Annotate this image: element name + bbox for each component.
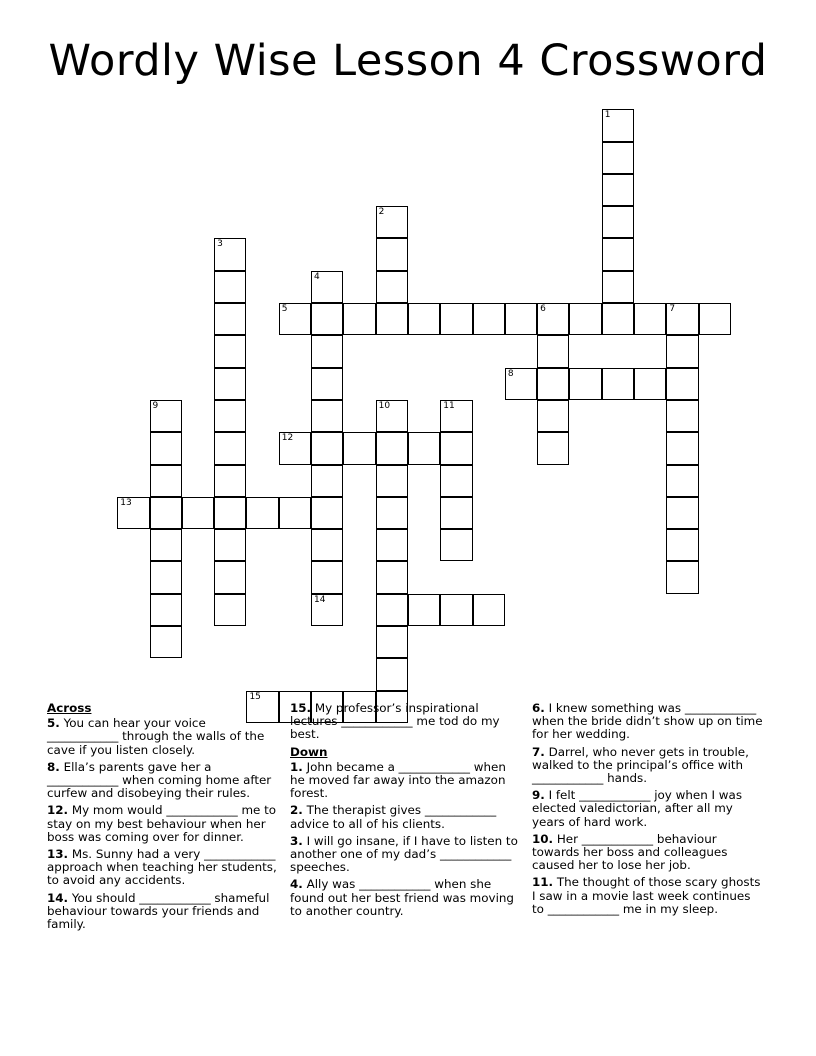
grid-cell[interactable] <box>473 303 505 335</box>
clue-number: 2. <box>290 803 303 818</box>
grid-cell[interactable] <box>343 432 375 464</box>
grid-cell[interactable] <box>408 303 440 335</box>
cell-number: 2 <box>378 207 385 218</box>
grid-cell[interactable] <box>214 303 246 335</box>
down-clue <box>290 804 522 830</box>
grid-cell[interactable] <box>311 400 343 432</box>
grid-cell[interactable] <box>440 594 472 626</box>
grid-cell[interactable] <box>214 368 246 400</box>
grid-cell[interactable] <box>699 303 731 335</box>
grid-cell[interactable] <box>150 400 182 432</box>
grid-cell[interactable] <box>343 303 375 335</box>
clue-text: Darrel, who never gets in trouble, walked to the principal’s office with ____________ hands. <box>532 744 749 786</box>
grid-cell[interactable] <box>182 497 214 529</box>
grid-cell[interactable] <box>214 561 246 593</box>
clue-text: My mom would ____________ me to stay on my best behaviour when her boss was coming over for dinner. <box>47 803 277 844</box>
clues-column-2 <box>290 702 522 922</box>
grid-cell[interactable] <box>440 400 472 432</box>
grid-cell[interactable] <box>150 561 182 593</box>
grid-cell[interactable] <box>376 497 408 529</box>
clue-text: John became a ____________ when he moved far away into the amazon forest. <box>290 759 506 801</box>
grid-cell[interactable] <box>376 400 408 432</box>
clues-column-3 <box>532 702 764 920</box>
grid-cell[interactable] <box>602 271 634 303</box>
grid-cell[interactable] <box>569 368 601 400</box>
across-clue <box>47 848 279 888</box>
grid-cell[interactable] <box>440 303 472 335</box>
grid-cell[interactable] <box>602 303 634 335</box>
grid-cell[interactable] <box>376 658 408 690</box>
grid-cell[interactable] <box>666 432 698 464</box>
grid-cell[interactable] <box>569 303 601 335</box>
cell-number: 15 <box>249 691 261 702</box>
grid-cell[interactable] <box>408 432 440 464</box>
grid-cell[interactable] <box>150 497 182 529</box>
grid-cell[interactable] <box>408 594 440 626</box>
down-clue <box>532 789 764 829</box>
grid-cell[interactable] <box>376 238 408 270</box>
clue-number: 6. <box>532 701 545 715</box>
grid-cell[interactable] <box>376 529 408 561</box>
grid-cell[interactable] <box>537 335 569 367</box>
grid-cell[interactable] <box>666 368 698 400</box>
grid-cell[interactable] <box>311 335 343 367</box>
down-clue <box>532 746 764 786</box>
grid-cell[interactable] <box>473 594 505 626</box>
clue-number: 4. <box>290 877 303 892</box>
grid-cell[interactable] <box>311 432 343 464</box>
grid-cell[interactable] <box>602 238 634 270</box>
clue-text: The thought of those scary ghosts I saw in a movie last week continues to ____________ me in my sleep. <box>532 875 761 916</box>
down-clue <box>290 878 522 918</box>
grid-cell[interactable] <box>666 303 698 335</box>
grid-cell[interactable] <box>214 594 246 626</box>
grid-cell[interactable] <box>440 497 472 529</box>
grid-cell[interactable] <box>666 400 698 432</box>
grid-cell[interactable] <box>279 497 311 529</box>
cell-number: 1 <box>604 110 611 121</box>
cell-number: 8 <box>507 368 514 379</box>
grid-cell[interactable] <box>214 271 246 303</box>
grid-cell[interactable] <box>505 368 537 400</box>
cell-number: 14 <box>314 594 326 605</box>
across-clue <box>47 892 279 932</box>
clue-text: Ms. Sunny had a very ____________ approach when teaching her students, to avoid any accidents. <box>47 847 277 888</box>
grid-cell[interactable] <box>214 497 246 529</box>
grid-cell[interactable] <box>214 335 246 367</box>
clue-text: My professor’s inspirational lectures ____________ me tod do my best. <box>290 701 500 742</box>
grid-cell[interactable] <box>279 432 311 464</box>
grid-cell[interactable] <box>311 271 343 303</box>
cell-number: 6 <box>540 304 546 315</box>
clue-text: I felt ____________ joy when I was elected valedictorian, after all my years of hard work. <box>532 788 743 829</box>
clue-number: 10. <box>532 831 554 846</box>
across-clue <box>47 761 279 801</box>
grid-cell[interactable] <box>440 432 472 464</box>
clue-text: The therapist gives ____________ advice to all of his clients. <box>290 803 497 831</box>
clues-column-1 <box>47 702 279 935</box>
grid-cell[interactable] <box>376 303 408 335</box>
down-clue <box>532 702 764 742</box>
grid-cell[interactable] <box>602 174 634 206</box>
cell-number: 4 <box>314 271 320 282</box>
down-clue <box>290 761 522 801</box>
grid-cell[interactable] <box>279 303 311 335</box>
clue-number: 8. <box>47 759 60 774</box>
grid-cell[interactable] <box>214 465 246 497</box>
grid-cell[interactable] <box>311 594 343 626</box>
clue-number: 12. <box>47 803 69 818</box>
cell-number: 7 <box>669 304 676 315</box>
grid-cell[interactable] <box>150 465 182 497</box>
clue-text: I knew something was ____________ when the bride didn’t show up on time for her wedding. <box>532 701 763 742</box>
clue-number: 14. <box>47 890 69 905</box>
grid-cell[interactable] <box>666 335 698 367</box>
grid-cell[interactable] <box>537 432 569 464</box>
grid-cell[interactable] <box>537 368 569 400</box>
grid-cell[interactable] <box>537 303 569 335</box>
grid-cell[interactable] <box>602 109 634 141</box>
grid-cell[interactable] <box>602 206 634 238</box>
cell-number: 13 <box>120 497 132 508</box>
grid-cell[interactable] <box>376 271 408 303</box>
grid-cell[interactable] <box>214 238 246 270</box>
grid-cell[interactable] <box>666 529 698 561</box>
grid-cell[interactable] <box>311 303 343 335</box>
grid-cell[interactable] <box>505 303 537 335</box>
down-heading: Down <box>290 744 328 759</box>
grid-cell[interactable] <box>214 432 246 464</box>
clue-text: You should ____________ shameful behaviour towards your friends and family. <box>47 890 270 932</box>
grid-cell[interactable] <box>440 465 472 497</box>
clue-number: 13. <box>47 847 69 862</box>
clue-number: 11. <box>532 875 554 890</box>
grid-cell[interactable] <box>602 368 634 400</box>
grid-cell[interactable] <box>602 142 634 174</box>
grid-cell[interactable] <box>150 626 182 658</box>
grid-cell[interactable] <box>214 529 246 561</box>
grid-cell[interactable] <box>117 497 149 529</box>
grid-cell[interactable] <box>311 529 343 561</box>
grid-cell[interactable] <box>150 432 182 464</box>
grid-cell[interactable] <box>376 206 408 238</box>
clue-text: Ella’s parents gave her a ____________ when coming home after curfew and disobeying their rules. <box>47 759 272 801</box>
clue-number: 15. <box>290 701 312 715</box>
grid-cell[interactable] <box>376 432 408 464</box>
grid-cell[interactable] <box>150 594 182 626</box>
page-title: Wordly Wise Lesson 4 Crossword <box>48 36 768 86</box>
clue-text: Ally was ____________ when she found out her best friend was moving to another country. <box>290 877 514 918</box>
cell-number: 5 <box>281 304 288 315</box>
clue-text: I will go insane, if I have to listen to another one of my dad’s ____________ speeches. <box>290 833 518 875</box>
grid-cell[interactable] <box>311 497 343 529</box>
grid-cell[interactable] <box>214 400 246 432</box>
cell-number: 9 <box>152 400 159 411</box>
clue-text: Her ____________ behaviour towards her boss and colleagues caused her to lose her job. <box>532 831 728 873</box>
cell-number: 10 <box>378 400 391 411</box>
across-clue <box>290 702 522 742</box>
grid-cell[interactable] <box>666 465 698 497</box>
grid-cell[interactable] <box>311 368 343 400</box>
across-clue <box>47 804 279 844</box>
cell-number: 12 <box>281 433 294 444</box>
grid-cell[interactable] <box>666 497 698 529</box>
grid-cell[interactable] <box>634 368 666 400</box>
grid-cell[interactable] <box>634 303 666 335</box>
grid-cell[interactable] <box>440 529 472 561</box>
grid-cell[interactable] <box>311 465 343 497</box>
cell-number: 3 <box>217 239 223 250</box>
grid-cell[interactable] <box>376 561 408 593</box>
clue-number: 3. <box>290 833 303 848</box>
grid-cell[interactable] <box>376 626 408 658</box>
grid-cell[interactable] <box>376 465 408 497</box>
grid-cell[interactable] <box>311 561 343 593</box>
down-clue <box>532 876 764 916</box>
grid-cell[interactable] <box>246 497 278 529</box>
clue-number: 1. <box>290 759 303 774</box>
grid-cell[interactable] <box>376 594 408 626</box>
grid-cell[interactable] <box>666 561 698 593</box>
down-clue <box>290 835 522 875</box>
clue-number: 9. <box>532 788 545 803</box>
down-clue <box>532 833 764 873</box>
clue-number: 7. <box>532 744 545 759</box>
clue-number: 5. <box>47 716 60 731</box>
cell-number: 11 <box>443 400 455 411</box>
across-heading: Across <box>47 701 92 715</box>
across-clue <box>47 717 279 757</box>
clue-text: You can hear your voice ____________ through the walls of the cave if you listen closely. <box>47 716 265 757</box>
grid-cell[interactable] <box>537 400 569 432</box>
grid-cell[interactable] <box>150 529 182 561</box>
